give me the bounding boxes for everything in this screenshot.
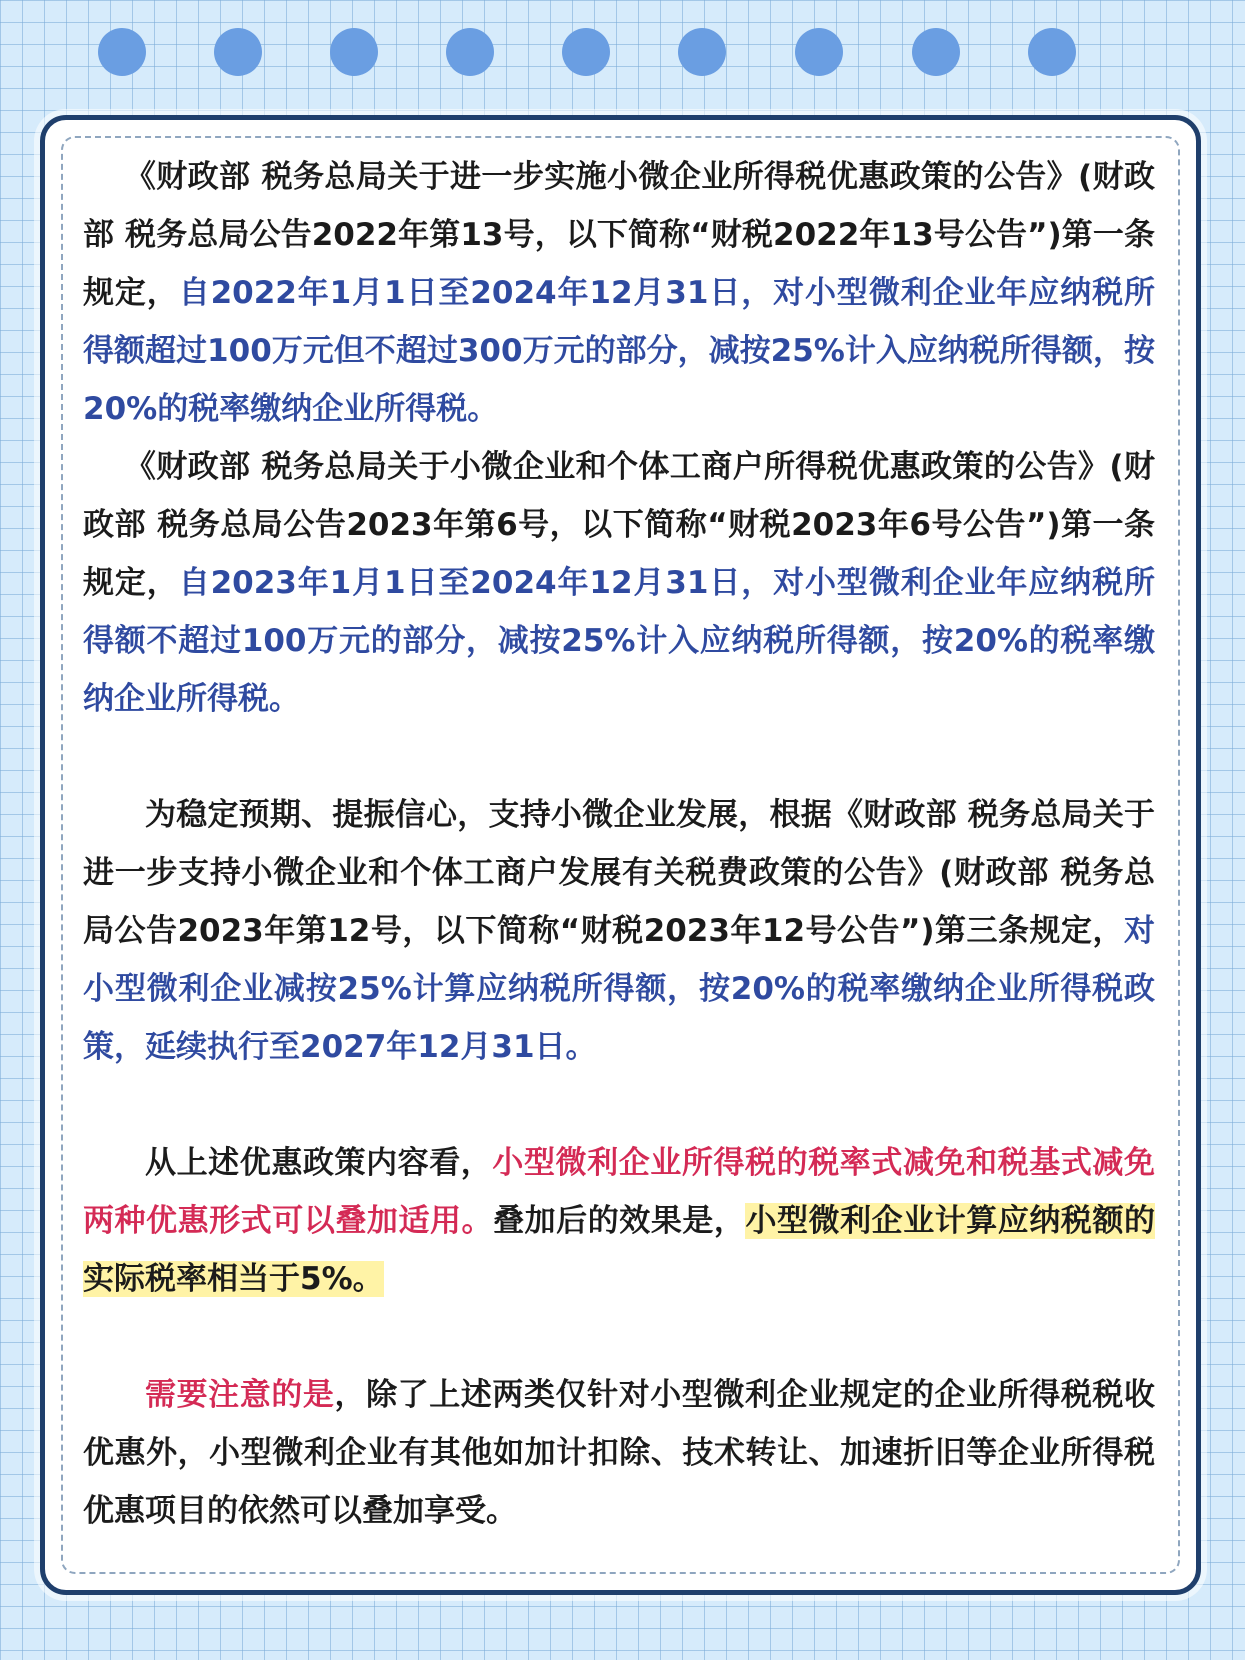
paragraph-spacer <box>83 1308 1155 1366</box>
red-emphasis-text: 小型微利企业所得税的税率式减免和税基式减免两种优惠形式可以叠加适用。 <box>83 1145 1156 1239</box>
dot-1 <box>98 28 146 76</box>
paragraph-spacer <box>83 728 1155 786</box>
paragraph-combined-effect <box>83 1134 1155 1308</box>
dot-6 <box>678 28 726 76</box>
dot-2 <box>214 28 262 76</box>
paragraph-text: 叠加后的效果是， <box>493 1203 746 1239</box>
dot-9 <box>1028 28 1076 76</box>
paragraph-policy-2023-6 <box>83 438 1155 728</box>
red-emphasis-text: 需要注意的是 <box>145 1377 335 1413</box>
dot-8 <box>912 28 960 76</box>
decorative-dots-row <box>0 28 1245 78</box>
paragraph-text: 从上述优惠政策内容看， <box>145 1145 493 1181</box>
dot-7 <box>795 28 843 76</box>
emphasis-text: 自2022年1月1日至2024年12月31日，对小型微利企业年应纳税所得额超过100万元但不超过300万元的部分，减按25%计入应纳税所得额，按20%的税率缴纳企业所得税。 <box>83 275 1156 427</box>
paragraph-policy-2022-13 <box>83 148 1155 438</box>
paragraph-text: 《财政部 税务总局关于小微企业和个体工商户所得税优惠政策的公告》(财政部 税务总局公告2023年第6号，以下简称“财税2023年6号公告”)第一条规定， <box>83 449 1155 601</box>
paragraph-policy-2023-12 <box>83 786 1155 1076</box>
emphasis-text: 自2023年1月1日至2024年12月31日，对小型微利企业年应纳税所得额不超过100万元的部分，减按25%计入应纳税所得额，按20%的税率缴纳企业所得税。 <box>83 565 1156 717</box>
dot-3 <box>330 28 378 76</box>
emphasis-text: 对小型微利企业减按25%计算应纳税所得额，按20%的税率缴纳企业所得税政策，延续执行至2027年12月31日。 <box>83 913 1155 1065</box>
paragraph-text: 为稳定预期、提振信心，支持小微企业发展，根据《财政部 税务总局关于进一步支持小微企业和个体工商户发展有关税费政策的公告》(财政部 税务总局公告2023年第12号，以下简称“财税2023年12号公告”)第三条规定， <box>83 797 1155 949</box>
dot-4 <box>446 28 494 76</box>
dot-5 <box>562 28 610 76</box>
highlighted-text: 小型微利企业计算应纳税额的实际税率相当于5%。 <box>83 1203 1156 1297</box>
paragraph-text: ，除了上述两类仅针对小型微利企业规定的企业所得税税收优惠外，小型微利企业有其他如加计扣除、技术转让、加速折旧等企业所得税优惠项目的依然可以叠加享受。 <box>83 1377 1155 1529</box>
paragraph-text: 《财政部 税务总局关于进一步实施小微企业所得税优惠政策的公告》(财政部 税务总局公告2022年第13号，以下简称“财税2022年13号公告”)第一条规定， <box>83 159 1155 311</box>
paragraph-note <box>83 1366 1155 1540</box>
paragraph-spacer <box>83 1076 1155 1134</box>
article-body <box>83 148 1155 1540</box>
